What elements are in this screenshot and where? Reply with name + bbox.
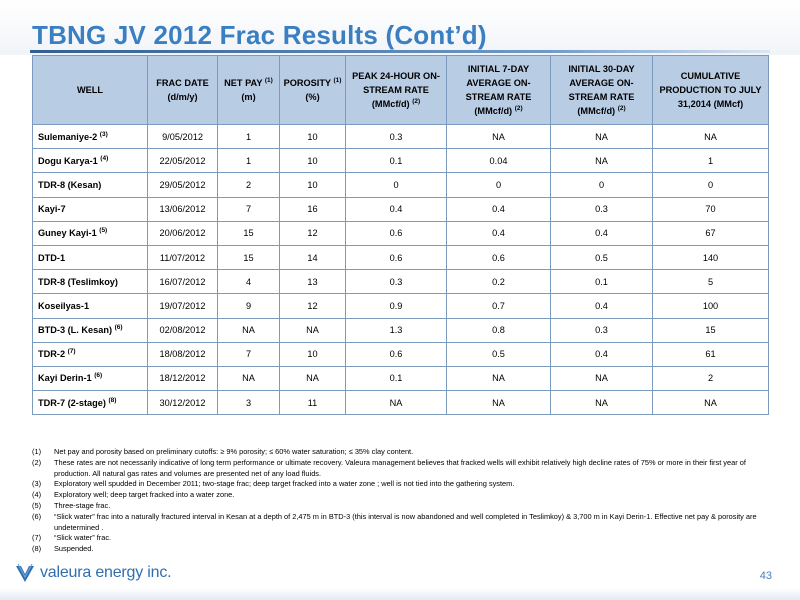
table-cell: 10 (280, 125, 346, 149)
table-header-row (33, 56, 769, 125)
table-cell: 70 (653, 197, 769, 221)
well-name-cell: Guney Kayi-1 $^{(5)}$ (33, 221, 148, 245)
table-cell: 02/08/2012 (148, 318, 218, 342)
table-cell: 61 (653, 342, 769, 366)
table-cell: NA (447, 125, 551, 149)
footnote: (2) These rates are not necessarily indicative of long term performance or ultimate recovery. Valeura management believes that fracked wells will exhibit relatively high decline rates of 75% or more in their first year of production. All natural gas rates and volumes are presented net of any load fluids. (32, 457, 746, 478)
table-cell: 7 (218, 342, 280, 366)
column-header: INITIAL 30-DAY AVERAGE ON-STREAM RATE (MMcf/d) $^{(2)}$ (551, 56, 653, 125)
table-body (33, 125, 769, 415)
table-cell: 0.4 (551, 221, 653, 245)
table-cell: NA (653, 391, 769, 415)
table-cell: 15 (218, 221, 280, 245)
table-cell: 0 (551, 173, 653, 197)
table-cell: 1 (218, 125, 280, 149)
table-cell: 30/12/2012 (148, 391, 218, 415)
well-name-cell: TDR-8 (Teslimkoy) (33, 270, 148, 294)
table-cell: NA (447, 391, 551, 415)
well-name-cell: Koseilyas-1 (33, 294, 148, 318)
table-cell: 140 (653, 245, 769, 269)
table-cell: 0.6 (447, 245, 551, 269)
company-logo (12, 560, 171, 586)
table-row (33, 245, 769, 269)
footnote: (3) Exploratory well spudded in December 2011; two-stage frac; deep target fracked into a water zone ; well is not tied into the gathering system. (32, 479, 515, 489)
table-cell: 1 (218, 149, 280, 173)
table-cell: NA (346, 391, 447, 415)
table-cell: 10 (280, 342, 346, 366)
table-row (33, 318, 769, 342)
table-cell: 7 (218, 197, 280, 221)
footnote: (7) “Slick water” frac. (32, 533, 112, 543)
valeura-logo-icon (12, 560, 38, 586)
table-cell: 1 (653, 149, 769, 173)
table-cell: 0.8 (447, 318, 551, 342)
column-header: CUMULATIVE PRODUCTION TO JULY 31,2014 (MMcf) (653, 56, 769, 125)
table-cell: 12 (280, 294, 346, 318)
column-header: POROSITY $^{(1)}$ (%) (280, 56, 346, 125)
table-cell: 0.4 (346, 197, 447, 221)
column-header: PEAK 24-HOUR ON-STREAM RATE (MMcf/d) $^{(2)}$ (346, 56, 447, 125)
table-cell: 0.1 (346, 149, 447, 173)
table-cell: 0.7 (447, 294, 551, 318)
table-cell: 0.3 (551, 318, 653, 342)
table-cell: NA (447, 366, 551, 390)
table-cell: 0.6 (346, 245, 447, 269)
frac-results-table (32, 55, 769, 415)
table-cell: 0.3 (346, 125, 447, 149)
footnote: (1) Net pay and porosity based on preliminary cutoffs: ≥ 9% porosity; ≤ 60% water saturation; ≤ 35% clay content. (32, 447, 414, 456)
table-cell: 16/07/2012 (148, 270, 218, 294)
well-name-cell: Dogu Karya-1 $^{(4)}$ (33, 149, 148, 173)
table-cell: 18/08/2012 (148, 342, 218, 366)
table-cell: 20/06/2012 (148, 221, 218, 245)
table-cell: 0.1 (551, 270, 653, 294)
table-row (33, 125, 769, 149)
table-cell: 0 (447, 173, 551, 197)
page-title: TBNG JV 2012 Frac Results (Cont’d) (32, 20, 487, 50)
table-cell: NA (280, 318, 346, 342)
well-name-cell: DTD-1 (33, 245, 148, 269)
table-row (33, 391, 769, 415)
table-row (33, 197, 769, 221)
well-name-cell: Sulemaniye-2 $^{(3)}$ (33, 125, 148, 149)
table-cell: 0 (346, 173, 447, 197)
table-cell: 14 (280, 245, 346, 269)
table-cell: 10 (280, 149, 346, 173)
table-cell: 0.4 (447, 197, 551, 221)
table-row (33, 173, 769, 197)
column-header: INITIAL 7-DAY AVERAGE ON-STREAM RATE (MMcf/d) $^{(2)}$ (447, 56, 551, 125)
footnote: (8) Suspended. (32, 544, 94, 554)
table-cell: 22/05/2012 (148, 149, 218, 173)
table-cell: 13/06/2012 (148, 197, 218, 221)
table-cell: 0.04 (447, 149, 551, 173)
table-row (33, 366, 769, 390)
table-cell: 67 (653, 221, 769, 245)
table-cell: 0.4 (551, 342, 653, 366)
table-cell: NA (551, 149, 653, 173)
column-header: WELL (33, 56, 148, 125)
table-cell: 29/05/2012 (148, 173, 218, 197)
table-cell: 18/12/2012 (148, 366, 218, 390)
logo-text: valeura energy inc. (40, 564, 172, 581)
table-cell: NA (218, 366, 280, 390)
table-cell: 12 (280, 221, 346, 245)
table-cell: 0.5 (447, 342, 551, 366)
table-cell: 0.4 (551, 294, 653, 318)
well-name-cell: Kayi-7 (33, 197, 148, 221)
table-cell: NA (653, 125, 769, 149)
table-cell: 19/07/2012 (148, 294, 218, 318)
well-name-cell: TDR-7 (2-stage) $^{(8)}$ (33, 391, 148, 415)
footer-band (0, 588, 800, 600)
table-row (33, 149, 769, 173)
well-name-cell: BTD-3 (L. Kesan) $^{(6)}$ (33, 318, 148, 342)
table-cell: 9/05/2012 (148, 125, 218, 149)
table-cell: NA (280, 366, 346, 390)
footnotes (32, 447, 772, 555)
table-cell: 10 (280, 173, 346, 197)
table-cell: 0 (653, 173, 769, 197)
page-number: 43 (759, 570, 772, 582)
table-cell: 0.3 (346, 270, 447, 294)
well-name-cell: Kayi Derin-1 $^{(6)}$ (33, 366, 148, 390)
table-row (33, 221, 769, 245)
table-cell: 13 (280, 270, 346, 294)
table-cell: 0.5 (551, 245, 653, 269)
table-cell: NA (551, 391, 653, 415)
footnote: (4) Exploratory well; deep target fracked into a water zone. (32, 490, 235, 500)
table-cell: 5 (653, 270, 769, 294)
table-cell: 15 (653, 318, 769, 342)
table-row (33, 294, 769, 318)
table-cell: 0.1 (346, 366, 447, 390)
table-cell: 1.3 (346, 318, 447, 342)
column-header: NET PAY $^{(1)}$ (m) (218, 56, 280, 125)
table-cell: 0.6 (346, 221, 447, 245)
table-cell: 16 (280, 197, 346, 221)
table-cell: 9 (218, 294, 280, 318)
table-cell: 0.4 (447, 221, 551, 245)
table-row (33, 270, 769, 294)
footnote: (5) Three-stage frac. (32, 500, 111, 510)
table-cell: 11/07/2012 (148, 245, 218, 269)
table-cell: 0.6 (346, 342, 447, 366)
title-divider (30, 50, 770, 53)
table-cell: 0.3 (551, 197, 653, 221)
table-cell: 100 (653, 294, 769, 318)
table-cell: 15 (218, 245, 280, 269)
table-cell: 2 (653, 366, 769, 390)
table-cell: 3 (218, 391, 280, 415)
table-cell: NA (551, 366, 653, 390)
well-name-cell: TDR-8 (Kesan) (33, 173, 148, 197)
table-cell: 2 (218, 173, 280, 197)
footnote: (6) “Slick water” frac into a naturally fractured interval in Kesan at a depth of 2,475 m in BTD-3 (this interval is now abandoned and well completed in Teslimkoy) & 3,700 m in Kayi Derin-1. Effective net pay & porosity are undetermined . (32, 511, 757, 532)
column-header: FRAC DATE (d/m/y) (148, 56, 218, 125)
table-cell: NA (551, 125, 653, 149)
well-name-cell: TDR-2 $^{(7)}$ (33, 342, 148, 366)
table-cell: 0.2 (447, 270, 551, 294)
table-cell: 0.9 (346, 294, 447, 318)
table-cell: 11 (280, 391, 346, 415)
table-row (33, 342, 769, 366)
table-cell: 4 (218, 270, 280, 294)
table-cell: NA (218, 318, 280, 342)
